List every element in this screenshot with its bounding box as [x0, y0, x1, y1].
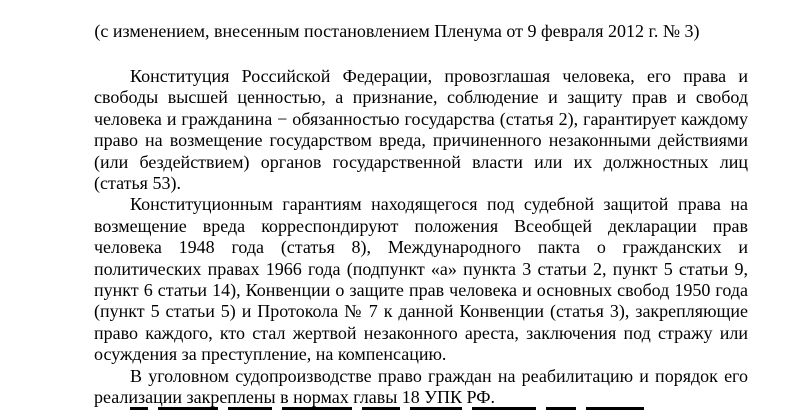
paragraph-constitution: Конституция Российской Федерации, провозглашая человека, его права и свободы высшей ценностью, а признание, соблюдение и защиту прав и свобод человека и гражданина − обязанностью государства (статья 2), гарантирует каждому право на возмещение государством вреда, причиненного незаконными действиями (или бездействием) органов государственной власти или их должностных лиц (статья 53).: [94, 66, 748, 194]
paragraph-international-guarantees: Конституционным гарантиям находящегося под судебной защитой права на возмещение вреда корреспондируют положения Всеобщей декларации прав человека 1948 года (статья 8), Международного пакта о гражданских и политических правах 1966 года (подпункт «а» пункта 3 статьи 2, пункт 5 статьи 9, пункт 6 статьи 14), Конвенции о защите прав человека и основных свобод 1950 года (пункт 5 статьи 5) и Протокола № 7 к данной Конвенции (статья 3), закрепляющие право каждого, кто стал жертвой незаконного ареста, заключения под стражу или осуждения за преступление, на компенсацию.: [94, 194, 748, 365]
truncated-next-line: [130, 407, 690, 417]
paragraph-criminal-procedure: В уголовном судопроизводстве право граждан на реабилитацию и порядок его реализации закреплены в нормах главы 18 УПК РФ.: [94, 365, 748, 408]
document-body: [94, 66, 748, 409]
amendment-note: (с изменением, внесенным постановлением Пленума от 9 февраля 2012 г. № 3): [94, 21, 700, 41]
